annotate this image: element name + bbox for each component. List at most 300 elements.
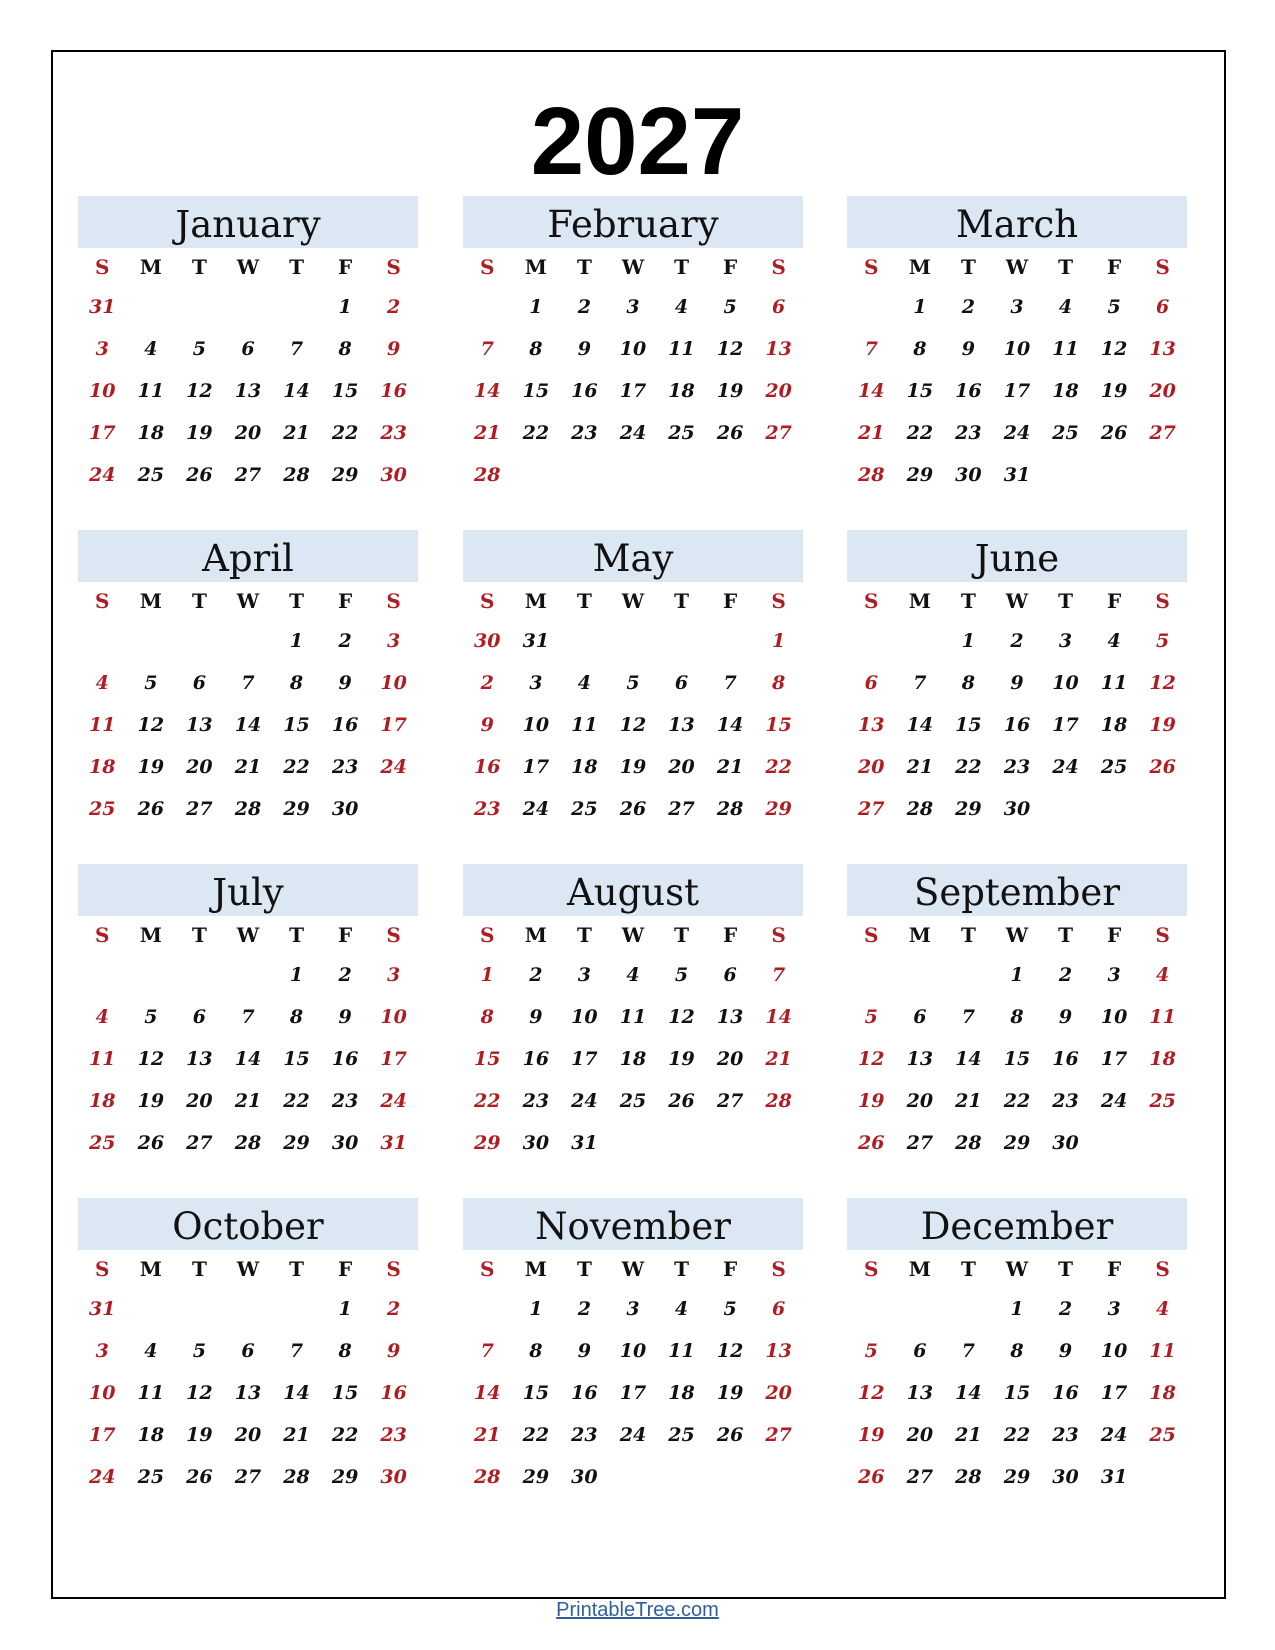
day-cell: 23 [1052,1424,1079,1446]
day-cell [847,620,896,662]
footer-link[interactable]: PrintableTree.com [556,1599,719,1621]
weekday-header-row [847,582,1187,620]
day-cell: 14 [474,1382,501,1404]
weekday-label: T [191,589,207,613]
day-cell: 21 [283,1424,310,1446]
day-cell: 9 [338,1006,352,1028]
weekday-label: S [1155,589,1170,613]
day-cell: 24 [89,1466,116,1488]
weekday-label: W [621,1257,645,1281]
day-cell: 1 [961,630,976,652]
day-cell: 2 [480,672,494,694]
day-cell: 3 [1107,1298,1121,1320]
month-march [847,196,1187,496]
weekday-label: S [95,255,110,279]
day-cell: 16 [1003,714,1031,736]
weekday-label: W [236,1257,260,1281]
weekday-label: M [908,1257,931,1281]
day-cell: 22 [331,1424,359,1446]
day-cell: 9 [480,714,494,736]
day-cell: 20 [234,422,262,444]
day-cell: 23 [380,422,407,444]
day-cell: 7 [864,338,878,360]
day-cell: 28 [858,464,885,486]
day-cell: 8 [529,338,543,360]
day-cell: 2 [1058,1298,1073,1320]
day-cell: 25 [668,422,695,444]
weekday-label: F [1106,589,1122,613]
day-cell: 15 [522,1382,550,1404]
day-cell: 13 [668,714,695,736]
day-cell: 13 [186,714,213,736]
day-cell: 13 [765,1340,792,1362]
day-cell: 12 [1149,672,1176,694]
days-grid [463,1288,803,1498]
day-cell: 28 [283,464,310,486]
weekday-label: T [191,1257,207,1281]
day-cell: 23 [331,1090,359,1112]
day-cell: 26 [137,1132,165,1154]
day-cell: 11 [89,1048,116,1070]
day-cell: 14 [955,1382,982,1404]
day-cell: 30 [1052,1132,1079,1154]
day-cell: 9 [387,338,401,360]
day-cell: 10 [380,1006,407,1028]
day-cell: 27 [716,1090,744,1112]
day-cell: 14 [234,714,262,736]
day-cell: 17 [89,422,116,444]
day-cell: 27 [906,1132,934,1154]
day-cell: 16 [474,756,501,778]
day-cell: 3 [1010,296,1024,318]
day-cell: 4 [1156,1298,1170,1320]
day-cell: 15 [474,1048,501,1070]
month-name: September [847,864,1187,916]
month-may [463,530,803,830]
day-cell: 2 [387,296,401,318]
weekday-label: T [674,589,689,613]
day-cell: 3 [1107,964,1121,986]
month-name: October [78,1198,418,1250]
day-cell [175,1288,224,1330]
day-cell: 19 [858,1090,885,1112]
day-cell: 29 [522,1466,550,1488]
day-cell: 13 [765,338,792,360]
day-cell: 8 [961,672,976,694]
day-cell: 20 [186,756,213,778]
day-cell: 21 [234,1090,262,1112]
day-cell: 24 [619,1424,647,1446]
day-cell: 28 [474,464,501,486]
day-cell: 30 [331,1132,359,1154]
day-cell: 22 [522,1424,550,1446]
day-cell: 18 [1149,1048,1176,1070]
weekday-label: F [337,923,353,947]
month-june [847,530,1187,830]
weekday-label: M [524,589,547,613]
weekday-label: W [621,255,645,279]
weekday-header-row [463,248,803,286]
weekday-header-row [847,248,1187,286]
weekday-header-row [847,916,1187,954]
day-cell [657,1122,706,1164]
day-cell: 13 [234,1382,262,1404]
day-cell: 1 [1010,964,1024,986]
weekday-label: T [960,255,976,279]
day-cell: 22 [765,756,792,778]
day-cell: 29 [331,1466,359,1488]
month-name: April [78,530,418,582]
day-cell: 14 [283,1382,310,1404]
day-cell: 9 [961,338,976,360]
weekday-label: S [1155,923,1170,947]
day-cell: 23 [571,422,598,444]
day-cell: 21 [955,1424,982,1446]
day-cell: 4 [577,672,592,694]
weekday-label: W [1005,255,1029,279]
day-cell: 3 [626,1298,640,1320]
day-cell: 22 [283,1090,310,1112]
weekday-label: M [139,923,162,947]
day-cell: 15 [331,380,359,402]
weekday-label: T [674,255,689,279]
day-cell: 31 [89,296,116,318]
day-cell: 31 [1003,464,1031,486]
day-cell: 10 [571,1006,598,1028]
day-cell: 4 [674,296,689,318]
month-name: February [463,196,803,248]
day-cell: 11 [137,380,165,402]
day-cell [463,1288,512,1330]
day-cell: 15 [906,380,934,402]
day-cell: 12 [858,1048,885,1070]
day-cell: 1 [529,296,543,318]
day-cell [896,620,945,662]
day-cell: 29 [765,798,792,820]
day-cell: 21 [234,756,262,778]
month-name: August [463,864,803,916]
day-cell: 13 [716,1006,744,1028]
day-cell: 20 [765,1382,792,1404]
day-cell: 30 [955,464,982,486]
day-cell: 2 [387,1298,401,1320]
day-cell: 29 [955,798,982,820]
day-cell: 31 [571,1132,598,1154]
day-cell: 3 [1058,630,1073,652]
weekday-label: F [337,255,353,279]
day-cell: 21 [716,756,744,778]
day-cell: 7 [723,672,737,694]
days-grid [847,1288,1187,1498]
day-cell: 18 [89,756,116,778]
weekday-label: F [1106,1257,1122,1281]
weekday-label: T [289,589,304,613]
day-cell: 19 [186,422,213,444]
day-cell: 8 [529,1340,543,1362]
day-cell: 12 [668,1006,695,1028]
weekday-label: S [771,589,786,613]
day-cell: 22 [1003,1090,1031,1112]
day-cell: 2 [577,1298,592,1320]
day-cell: 9 [387,1340,401,1362]
day-cell: 6 [1156,296,1170,318]
day-cell: 5 [144,1006,158,1028]
day-cell: 20 [765,380,792,402]
day-cell: 6 [772,296,786,318]
day-cell: 4 [674,1298,689,1320]
weekday-label: T [576,255,592,279]
day-cell: 31 [380,1132,407,1154]
day-cell [657,620,706,662]
day-cell: 5 [192,1340,207,1362]
day-cell: 17 [380,714,407,736]
day-cell: 11 [668,1340,695,1362]
weekday-label: W [621,589,645,613]
day-cell: 22 [283,756,310,778]
day-cell: 18 [571,756,598,778]
day-cell: 10 [619,338,647,360]
month-name: January [78,196,418,248]
day-cell: 23 [1003,756,1031,778]
day-cell: 24 [522,798,550,820]
day-cell: 9 [338,672,352,694]
weekday-label: S [864,255,879,279]
day-cell: 18 [619,1048,647,1070]
day-cell: 15 [283,714,310,736]
day-cell: 22 [331,422,359,444]
day-cell: 3 [626,296,640,318]
day-cell [1138,1122,1187,1164]
weekday-header-row [78,1250,418,1288]
day-cell: 27 [186,1132,213,1154]
day-cell: 7 [772,964,786,986]
day-cell: 1 [338,1298,352,1320]
day-cell [847,1288,896,1330]
day-cell: 29 [1003,1132,1031,1154]
day-cell: 11 [137,1382,165,1404]
day-cell: 1 [480,964,494,986]
weekday-label: M [139,589,162,613]
day-cell [127,286,176,328]
weekday-label: M [139,255,162,279]
month-july [78,864,418,1164]
day-cell: 1 [338,296,352,318]
day-cell: 4 [144,338,158,360]
day-cell: 17 [1003,380,1031,402]
day-cell: 13 [234,380,262,402]
weekday-label: S [480,1257,495,1281]
day-cell: 17 [1100,1382,1128,1404]
day-cell: 15 [522,380,550,402]
day-cell: 5 [192,338,207,360]
day-cell: 8 [1010,1006,1024,1028]
day-cell: 2 [1010,630,1024,652]
month-october [78,1198,418,1498]
days-grid [463,620,803,830]
day-cell [754,1122,803,1164]
day-cell: 7 [480,338,494,360]
day-cell: 24 [571,1090,598,1112]
day-cell: 25 [1149,1424,1176,1446]
day-cell: 19 [858,1424,885,1446]
day-cell [78,620,127,662]
day-cell: 27 [858,798,885,820]
days-grid [463,286,803,496]
weekday-label: T [289,1257,304,1281]
day-cell: 23 [955,422,982,444]
day-cell: 12 [619,714,647,736]
day-cell: 11 [571,714,598,736]
day-cell: 12 [858,1382,885,1404]
day-cell: 5 [723,1298,737,1320]
weekday-label: F [337,1257,353,1281]
day-cell: 9 [1058,1006,1073,1028]
day-cell [175,286,224,328]
day-cell: 30 [522,1132,550,1154]
day-cell: 13 [858,714,885,736]
weekday-label: M [908,589,931,613]
day-cell: 27 [186,798,213,820]
day-cell: 27 [668,798,695,820]
day-cell: 21 [765,1048,792,1070]
month-name: June [847,530,1187,582]
day-cell: 29 [474,1132,501,1154]
day-cell: 21 [474,422,501,444]
day-cell: 26 [716,422,744,444]
day-cell [1041,788,1090,830]
weekday-label: S [480,255,495,279]
day-cell: 15 [955,714,982,736]
month-february [463,196,803,496]
days-grid [78,1288,418,1498]
day-cell: 31 [522,630,550,652]
day-cell: 27 [234,1466,262,1488]
day-cell [896,1288,945,1330]
day-cell: 16 [955,380,982,402]
day-cell: 19 [137,756,165,778]
day-cell: 8 [1010,1340,1024,1362]
day-cell [463,286,512,328]
days-grid [847,286,1187,496]
day-cell: 17 [619,1382,647,1404]
day-cell: 17 [522,756,550,778]
weekday-label: S [771,1257,786,1281]
month-december [847,1198,1187,1498]
day-cell: 24 [1052,756,1079,778]
day-cell: 22 [906,422,934,444]
weekday-label: T [576,1257,592,1281]
day-cell [847,954,896,996]
day-cell: 25 [1052,422,1079,444]
day-cell: 12 [716,1340,744,1362]
weekday-label: M [524,1257,547,1281]
weekday-label: W [236,589,260,613]
day-cell: 31 [89,1298,116,1320]
day-cell: 18 [668,1382,695,1404]
day-cell: 13 [906,1048,934,1070]
day-cell: 24 [1100,1424,1128,1446]
weekday-label: M [908,923,931,947]
days-grid [78,286,418,496]
day-cell: 17 [571,1048,598,1070]
weekday-label: W [1005,923,1029,947]
weekday-label: T [1058,589,1073,613]
day-cell: 18 [1052,380,1079,402]
day-cell: 28 [474,1466,501,1488]
day-cell: 9 [577,338,592,360]
weekday-label: T [576,923,592,947]
days-grid [78,620,418,830]
day-cell [560,620,609,662]
day-cell: 1 [772,630,786,652]
day-cell [944,1288,993,1330]
day-cell: 27 [765,422,792,444]
day-cell: 24 [1100,1090,1128,1112]
weekday-label: S [864,589,879,613]
day-cell: 11 [1100,672,1128,694]
day-cell: 16 [1052,1048,1079,1070]
day-cell: 16 [331,1048,359,1070]
day-cell: 10 [1003,338,1031,360]
day-cell: 5 [864,1006,878,1028]
day-cell: 14 [234,1048,262,1070]
day-cell: 17 [89,1424,116,1446]
day-cell [224,286,273,328]
weekday-label: T [674,1257,689,1281]
day-cell: 19 [137,1090,165,1112]
day-cell [512,454,561,496]
day-cell: 14 [765,1006,792,1028]
weekday-header-row [78,916,418,954]
weekday-label: S [386,1257,401,1281]
day-cell: 20 [716,1048,744,1070]
day-cell [706,1456,755,1498]
day-cell [754,454,803,496]
day-cell: 26 [186,1466,213,1488]
day-cell: 10 [1100,1006,1128,1028]
day-cell: 6 [864,672,878,694]
day-cell: 5 [723,296,737,318]
day-cell: 18 [137,1424,165,1446]
day-cell: 12 [137,714,165,736]
day-cell: 28 [955,1132,982,1154]
weekday-label: S [386,589,401,613]
day-cell: 17 [619,380,647,402]
day-cell: 26 [858,1466,885,1488]
day-cell [944,954,993,996]
day-cell: 23 [522,1090,550,1112]
weekday-label: T [1058,255,1073,279]
day-cell: 24 [380,1090,407,1112]
day-cell: 16 [380,380,407,402]
day-cell [560,454,609,496]
day-cell: 3 [529,672,543,694]
day-cell: 16 [1052,1382,1079,1404]
day-cell [609,1456,658,1498]
weekday-label: S [95,923,110,947]
day-cell [847,286,896,328]
day-cell: 14 [858,380,885,402]
weekday-label: T [960,1257,976,1281]
day-cell [175,620,224,662]
weekday-label: W [621,923,645,947]
days-grid [847,620,1187,830]
day-cell: 29 [906,464,934,486]
day-cell: 27 [234,464,262,486]
day-cell: 26 [858,1132,885,1154]
day-cell: 26 [619,798,647,820]
day-cell: 12 [716,338,744,360]
